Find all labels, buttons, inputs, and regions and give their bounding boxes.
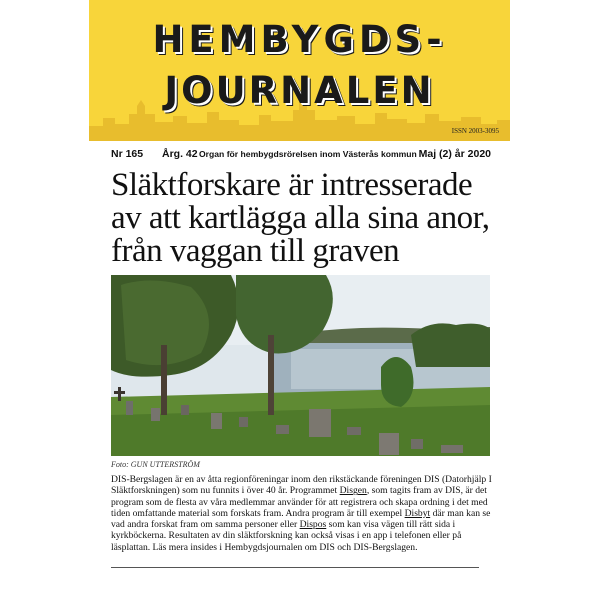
masthead [89,0,510,141]
headline: Släktforskare är intresserade av att kartlägga alla sina anor, från vaggan till graven [111,167,490,269]
issue-date: Maj (2) år 2020 [418,148,491,160]
issue-number: Nr 165 [111,148,144,160]
issue-info-bar [111,148,491,162]
article-text-part4: som kan visa vägen till rätt sida i kyrkböckerna. Resultaten av din släktforskning kan också visas i en app i telefonen eller på läsplattan. Läs mera insides i Hembygdsjournalen om DIS och DIS-Bergslagen. [111,519,462,553]
article-text-part3: där man kan se vad andra forskat fram om samma personer eller [111,507,491,531]
issue-volume: Årg. 42 [162,148,198,160]
photo-caption: Foto: GUN UTTERSTRÖM [111,460,200,469]
disbyt-link[interactable]: Disbyt [404,507,431,519]
bottom-divider [111,567,479,568]
article-body [111,474,495,553]
issn-number: ISSN 2003-3095 [451,127,499,135]
masthead-title-line1: HEMBYGDS- [152,18,447,61]
article-text-part2: , som tagits fram av DIS, är det program som de flesta av våra medlemmar använder för att registrera och skapa ordning i det med tiden omfattande material som forskats fram. Andra program är till exempel [111,485,488,519]
cemetery-lake-photo [111,275,490,456]
article-text-part1: DIS-Bergslagen är en av åtta regionföreningar inom den rikstäckande föreningen DIS (Datorhjälp I Släktforskningen) som nu funnits i över 40 år. Programmet [111,474,492,497]
masthead-title-line2: JOURNALEN [164,69,435,112]
dispos-link[interactable]: Dispos [299,519,327,531]
issue-organ: Organ för hembygdsrörelsen inom Västerås kommun [199,149,417,159]
disgen-link[interactable]: Disgen [339,485,367,497]
